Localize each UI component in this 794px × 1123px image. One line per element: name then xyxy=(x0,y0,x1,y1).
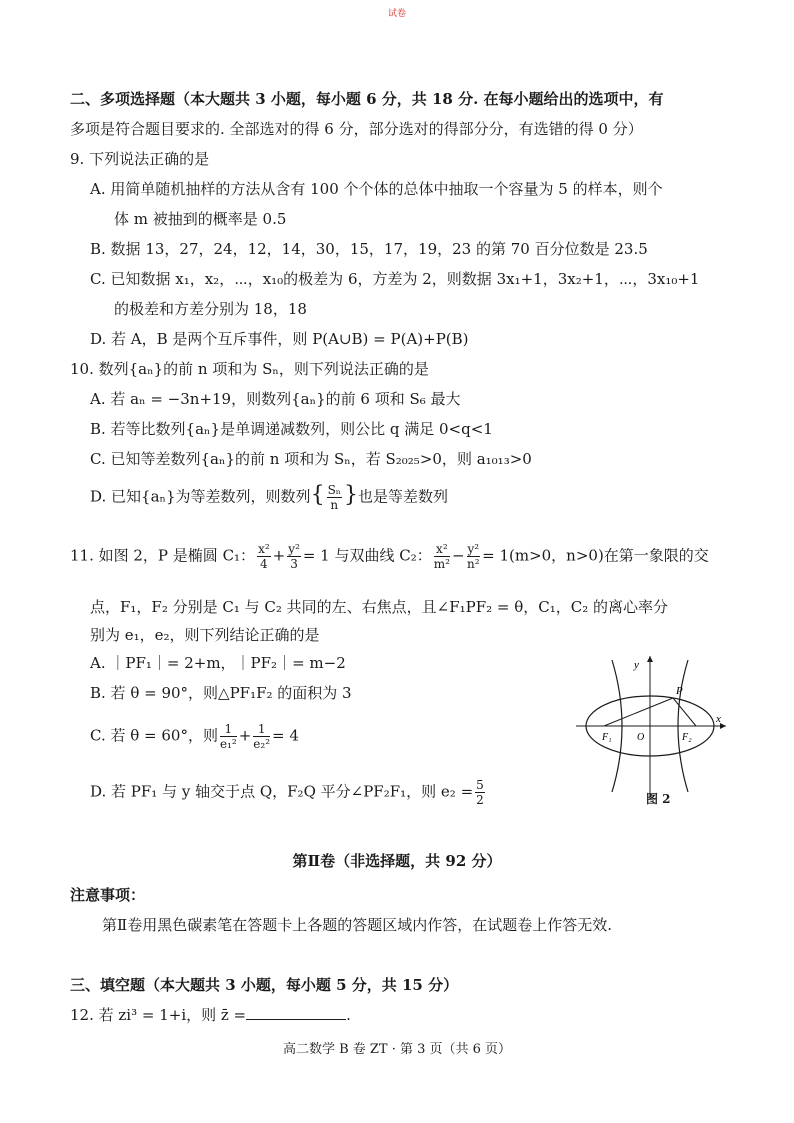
page-footer: 高二数学 B 卷 ZT · 第 3 页（共 6 页） xyxy=(282,1042,512,1057)
section2-heading: 二、多项选择题（本大题共 3 小题，每小题 6 分，共 18 分. 在每小题给出的选项中，有 xyxy=(70,90,664,108)
header-stamp: 试卷 xyxy=(388,9,407,19)
segment-pf1 xyxy=(604,698,673,726)
q11-d-num: 5 xyxy=(476,778,484,792)
q12 xyxy=(70,1004,351,1026)
q11-f3n: x² xyxy=(434,542,450,557)
q11-stem-line3: 别为 e₁，e₂，则下列结论正确的是 xyxy=(90,626,320,644)
label-y: y xyxy=(634,659,639,671)
label-f2: F₂ xyxy=(682,732,692,743)
q9-option-d: D. 若 A，B 是两个互斥事件，则 P(A∪B) = P(A)+P(B) xyxy=(90,330,469,348)
q11-option-b: B. 若 θ = 90°，则△PF₁F₂ 的面积为 3 xyxy=(90,684,352,702)
q11-f1d: 4 xyxy=(260,557,268,571)
q11-c-frac2 xyxy=(253,722,270,751)
q12-answer-blank xyxy=(246,1005,346,1020)
notice-text: 第Ⅱ卷用黑色碳素笔在答题卡上各题的答题区域内作答，在试题卷上作答无效. xyxy=(102,916,612,934)
q10-stem: 10. 数列{aₙ}的前 n 项和为 Sₙ，则下列说法正确的是 xyxy=(70,360,429,378)
q10-d-den: n xyxy=(330,498,339,512)
q10-d-pre: D. 已知{aₙ}为等差数列，则数列 xyxy=(90,487,311,506)
q11-d-den: 2 xyxy=(476,793,484,807)
q11-option-c xyxy=(90,722,299,751)
q11-s3: = 1(m>0，n>0)在第一象限的交 xyxy=(482,546,709,565)
q11-d-pre: D. 若 PF₁ 与 y 轴交于点 Q，F₂Q 平分∠PF₂F₁，则 e₂ = xyxy=(90,782,474,801)
q11-d-frac xyxy=(475,778,485,807)
q10-option-c: C. 已知等差数列{aₙ}的前 n 项和为 Sₙ，若 S₂₀₂₅>0，则 a₁₀₁₃>0 xyxy=(90,450,532,468)
q11-c-plus: + xyxy=(238,726,252,745)
label-f1: F₁ xyxy=(602,732,612,743)
label-x: x xyxy=(716,713,721,725)
q11-minus: − xyxy=(451,546,465,565)
q11-s1: 11. 如图 2，P 是椭圆 C₁： xyxy=(70,546,256,565)
q11-stem-line2: 点，F₁，F₂ 分别是 C₁ 与 C₂ 共同的左、右焦点，且∠F₁PF₂ = θ，C₁，C₂ 的离心率分 xyxy=(90,598,669,616)
q9-option-c-line2: 的极差和方差分别为 18，18 xyxy=(114,300,307,318)
q11-c-frac1 xyxy=(220,722,237,751)
x-axis-arrow xyxy=(720,723,726,729)
label-o: O xyxy=(637,732,645,743)
q11-f1n: x² xyxy=(258,542,270,556)
segment-pf2 xyxy=(673,698,696,726)
q11-frac3 xyxy=(434,542,450,571)
q10-option-b: B. 若等比数列{aₙ}是单调递减数列，则公比 q 满足 0<q<1 xyxy=(90,420,493,438)
figure-caption: 图 2 xyxy=(646,792,671,806)
q12-period: . xyxy=(346,1006,351,1024)
q11-stem-line1 xyxy=(70,542,709,571)
q11-option-a: A. ｜PF₁｜= 2+m，｜PF₂｜= m−2 xyxy=(90,654,346,672)
q9-option-a-line1: A. 用简单随机抽样的方法从含有 100 个个体的总体中抽取一个容量为 5 的样本，则个 xyxy=(90,180,663,198)
q11-f3d: m² xyxy=(433,557,450,571)
q11-frac1 xyxy=(257,542,271,571)
q9-option-b: B. 数据 13，27，24，12，14，30，15，17，19，23 的第 70 百分位数是 23.5 xyxy=(90,240,648,258)
q11-option-d xyxy=(90,778,487,807)
q11-c-d1: e₁² xyxy=(219,737,237,751)
q10-d-num: Sₙ xyxy=(327,483,341,497)
q10-option-d: D. 已知{aₙ}为等差数列，则数列{ $\frac{\text{Sₙ}}{n}$ }也是等差数列 xyxy=(90,482,448,512)
q11-c-n2: 1 xyxy=(253,722,270,737)
q11-frac2 xyxy=(287,542,301,571)
q11-frac4 xyxy=(467,542,481,571)
section3-heading-text: 三、填空题（本大题共 3 小题，每小题 5 分，共 15 分） xyxy=(70,976,459,994)
q11-c-pre: C. 若 θ = 60°，则 xyxy=(90,726,218,745)
q10-d-fraction xyxy=(327,483,342,512)
q11-f4d: n² xyxy=(467,557,480,571)
label-p: P xyxy=(676,685,683,697)
notice-heading: 注意事项： xyxy=(70,886,146,904)
section2-heading-line2: 多项是符合题目要求的. 全部选对的得 6 分，部分选对的得部分分，有选错的得 0 分） xyxy=(70,120,643,138)
q9-option-c-line1: C. 已知数据 x₁，x₂，⋯，x₁₀的极差为 6，方差为 2，则数据 3x₁+1，3x₂+1，⋯，3x₁₀+1 xyxy=(90,270,700,288)
q9-stem: 9. 下列说法正确的是 xyxy=(70,150,210,168)
q11-f2d: 3 xyxy=(290,557,298,571)
q11-f4n: y² xyxy=(467,542,480,556)
q12-text: 12. 若 zi³ = 1+i，则 z̄ = xyxy=(70,1006,247,1024)
q11-c-d2: e₂² xyxy=(253,737,271,751)
q11-plus: + xyxy=(272,546,286,565)
q10-d-post: 也是等差数列 xyxy=(357,487,448,506)
y-axis-arrow xyxy=(647,656,653,662)
q11-c-n1: 1 xyxy=(220,722,237,737)
q11-c-post: = 4 xyxy=(272,726,299,745)
section3-heading xyxy=(70,974,458,996)
ellipse-hyperbola-figure xyxy=(574,650,734,810)
q9-option-a-line2: 体 m 被抽到的概率是 0.5 xyxy=(114,210,287,228)
q11-f2n: y² xyxy=(288,542,300,556)
part2-title: 第Ⅱ卷（非选择题，共 92 分） xyxy=(292,852,502,870)
q10-option-a: A. 若 aₙ = −3n+19，则数列{aₙ}的前 6 项和 S₆ 最大 xyxy=(90,390,461,408)
section2-heading-line1 xyxy=(70,88,664,110)
q11-s2: = 1 与双曲线 C₂： xyxy=(302,546,432,565)
